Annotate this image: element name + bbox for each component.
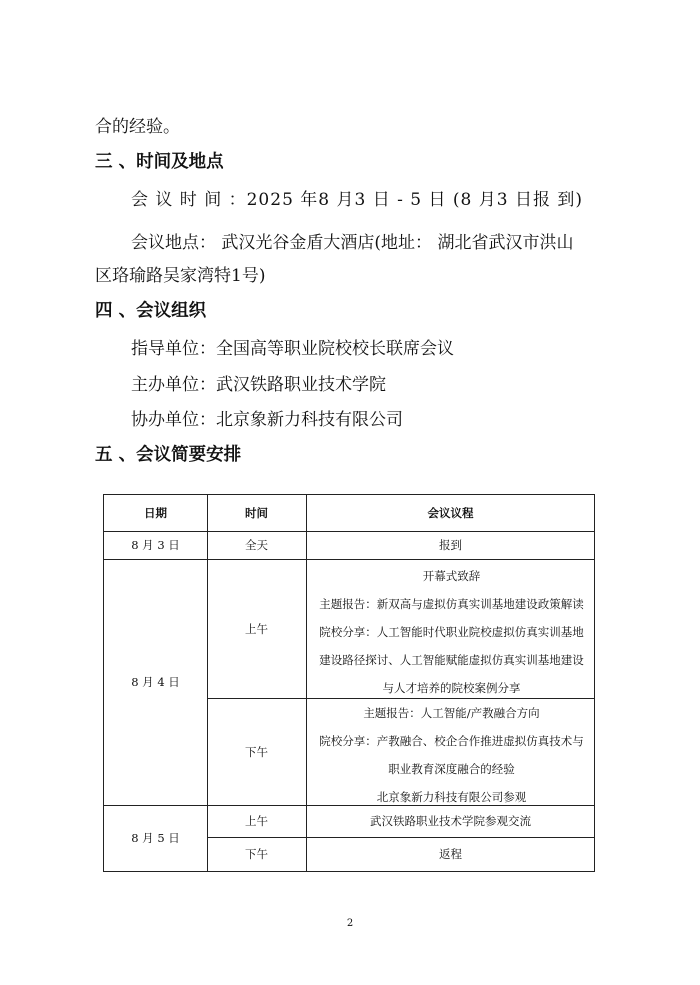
aug5-afternoon-agenda: 返程 — [439, 847, 462, 861]
page-number: 2 — [346, 918, 354, 929]
guide-unit: 指导单位：全国高等职业院校校长联席会议 — [131, 339, 454, 359]
agenda-line: 主题报告：新双高与虚拟仿真实训基地建设政策解读 — [319, 597, 584, 611]
agenda-line: 北京象新力科技有限公司参观 — [376, 790, 527, 804]
agenda-line: 院校分享：人工智能时代职业院校虚拟仿真实训基地 — [319, 625, 584, 639]
section-4-heading: 四 、会议组织 — [95, 301, 207, 321]
agenda-line: 院校分享：产教融合、校企合作推进虚拟仿真技术与 — [319, 734, 584, 748]
section-3-heading: 三 、时间及地点 — [95, 152, 224, 172]
aug5-afternoon-time: 下午 — [245, 847, 268, 861]
aug4-afternoon-agenda — [307, 699, 596, 811]
agenda-line: 主题报告：人工智能/产教融合方向 — [363, 706, 540, 720]
aug3-agenda: 报到 — [439, 538, 462, 552]
aug4-morning-time: 上午 — [245, 621, 268, 636]
agenda-line: 开幕式致辞 — [422, 569, 481, 583]
meeting-time: 会 议 时 间 ：2025 年8 月3 日 - 5 日 (8 月3 日报 到) — [131, 190, 584, 210]
aug3-time: 全天 — [245, 538, 268, 552]
aug4-morning-agenda — [307, 562, 596, 702]
schedule-table — [103, 494, 595, 872]
aug4-date: 8 月 4 日 — [131, 675, 180, 689]
header-time: 时间 — [245, 505, 268, 520]
agenda-line: 与人才培养的院校案例分享 — [382, 681, 521, 695]
header-date: 日期 — [144, 505, 167, 520]
host-unit: 主办单位：武汉铁路职业技术学院 — [131, 375, 386, 395]
agenda-line: 建设路径探讨、人工智能赋能虚拟仿真实训基地建设 — [319, 653, 584, 667]
meeting-place-line-1: 会议地点： 武汉光谷金盾大酒店(地址： 湖北省武汉市洪山 — [131, 233, 574, 253]
aug3-date: 8 月 3 日 — [131, 538, 180, 552]
aug5-morning-agenda: 武汉铁路职业技术学院参观交流 — [370, 814, 531, 828]
aug5-date: 8 月 5 日 — [131, 831, 180, 845]
aug5-morning-time: 上午 — [245, 814, 268, 828]
header-agenda: 会议议程 — [427, 505, 474, 520]
section-5-heading: 五 、会议简要安排 — [95, 445, 242, 465]
aug4-afternoon-time: 下午 — [245, 744, 268, 759]
agenda-line: 职业教育深度融合的经验 — [388, 762, 515, 776]
cohost-unit: 协办单位：北京象新力科技有限公司 — [131, 410, 403, 430]
meeting-place-line-2: 区珞瑜路吴家湾特1号) — [95, 266, 266, 286]
continuation-text: 合的经验。 — [95, 117, 180, 137]
